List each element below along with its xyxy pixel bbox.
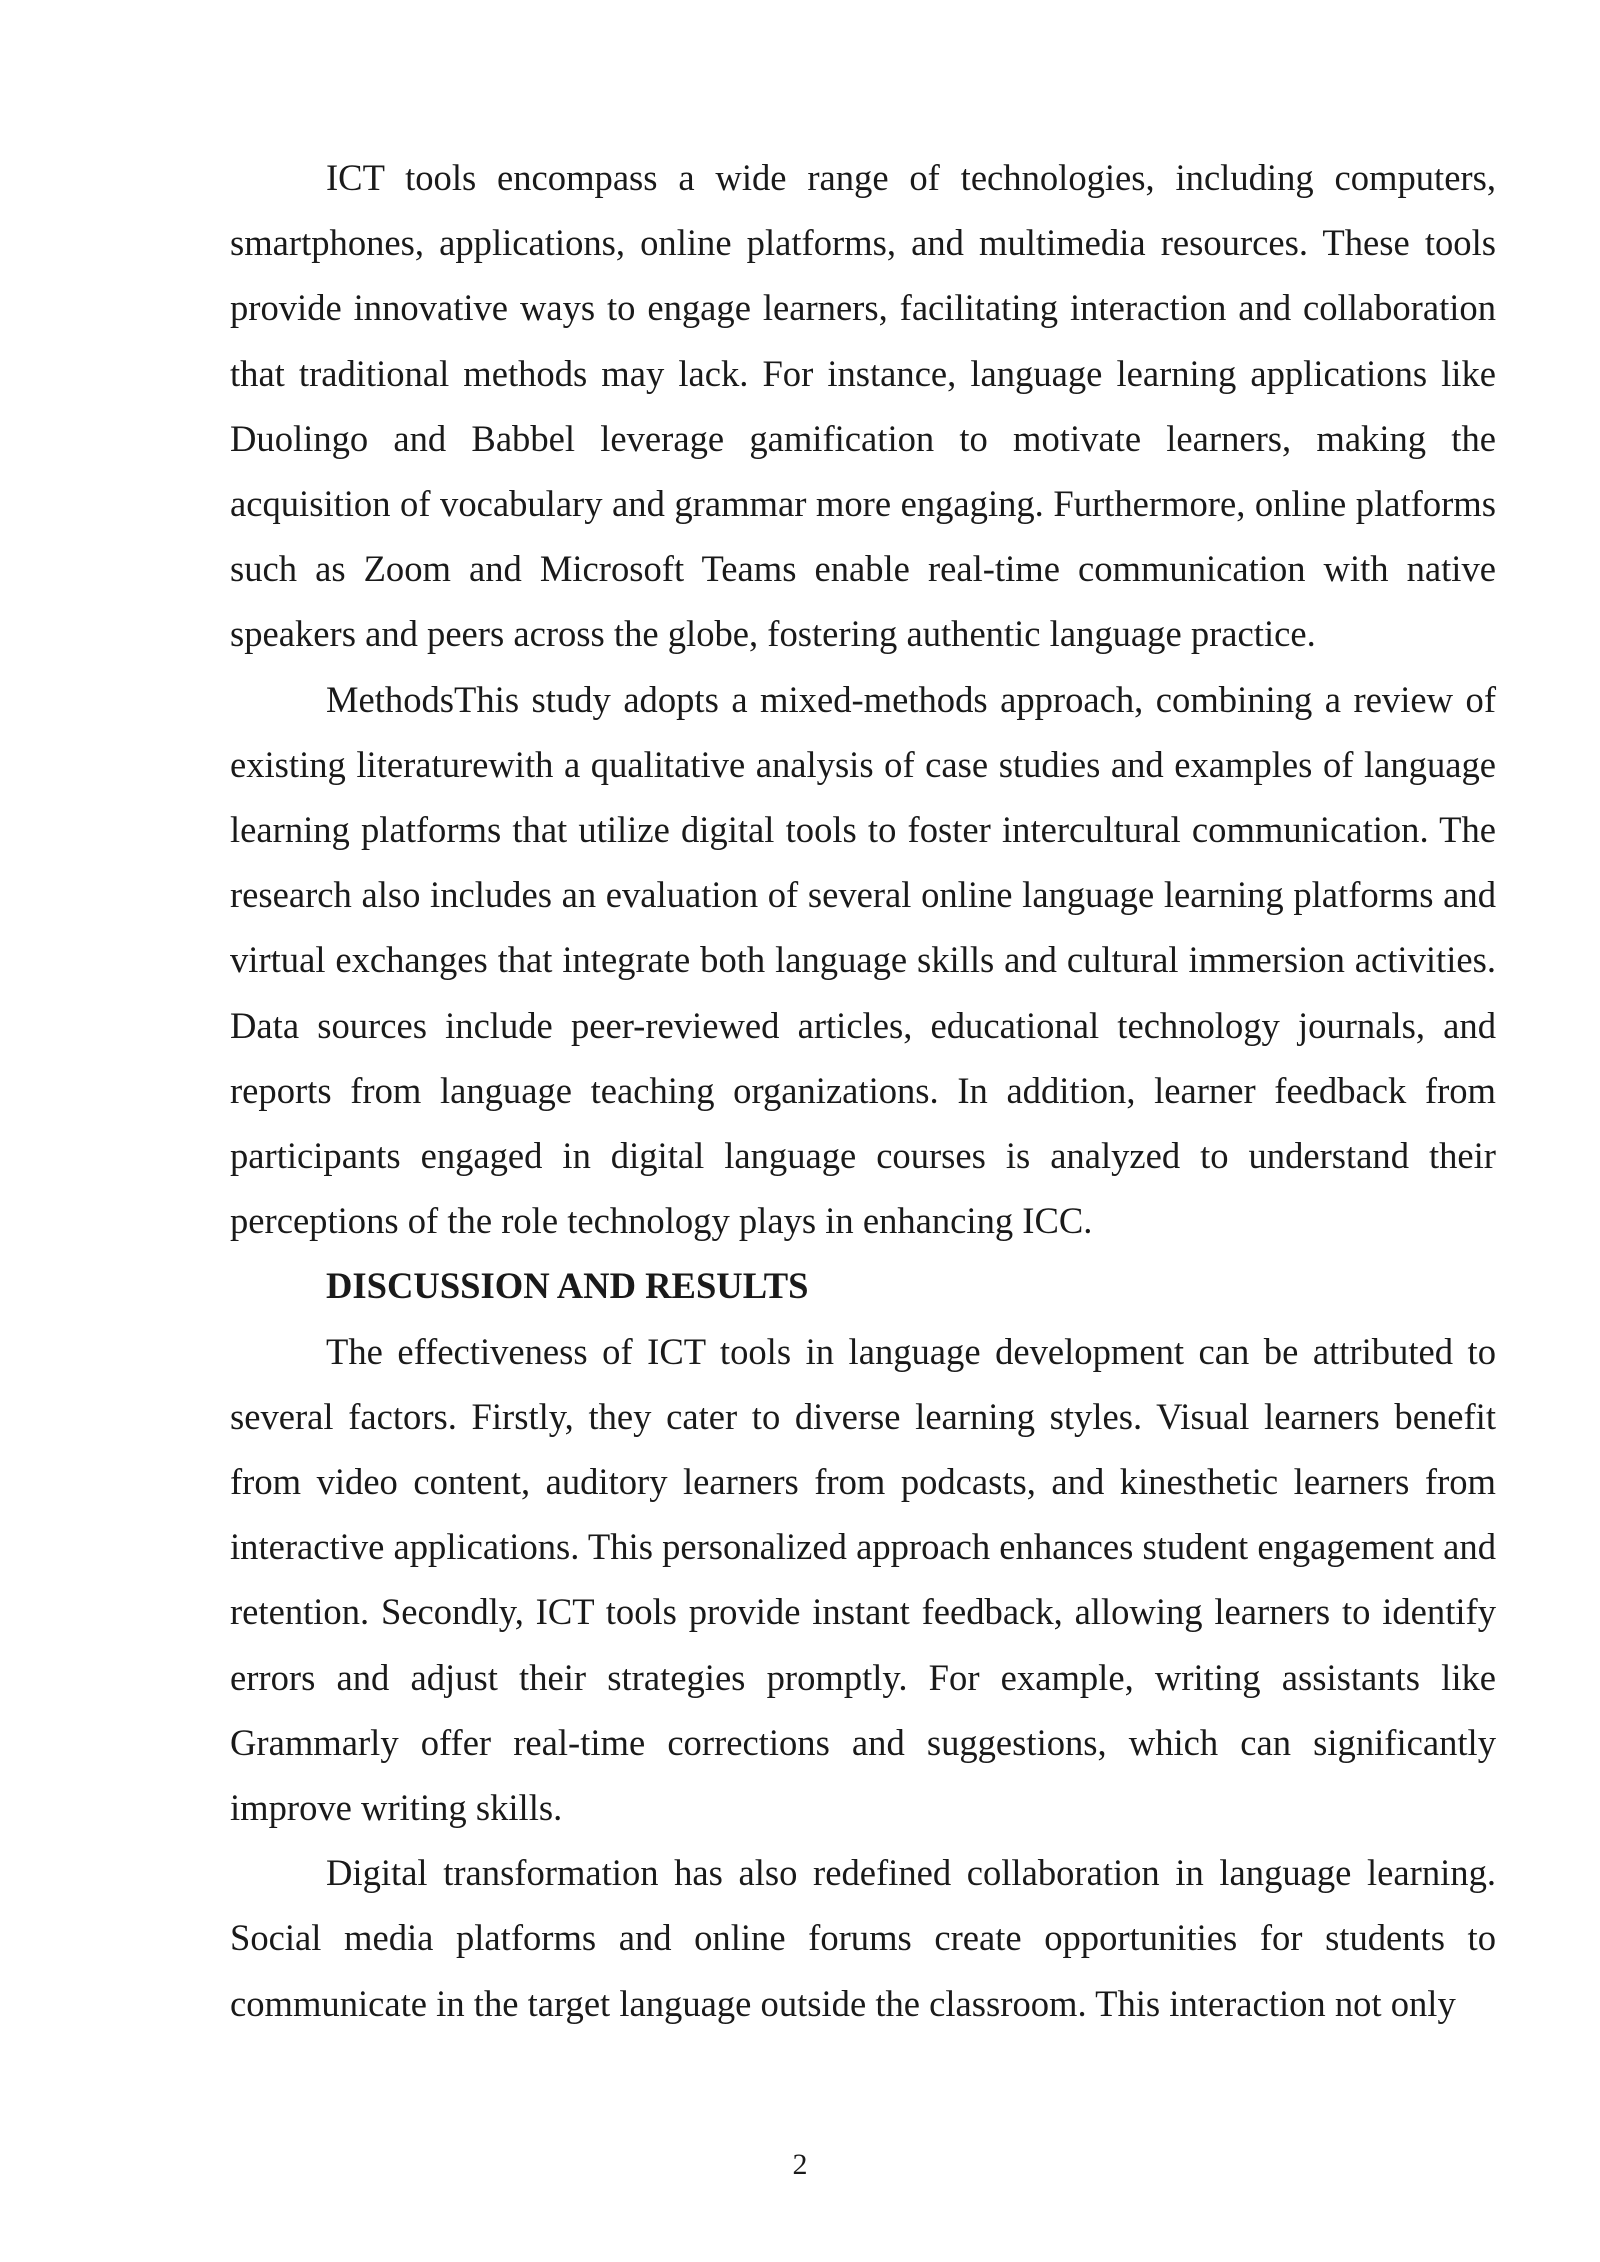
page-number: 2 — [792, 2148, 808, 2181]
paragraph-digital-transformation: Digital transformation has also redefined collaboration in language learning. Social media platforms and online forums create opportunities for students to communicate in the target language outside the classroom. This interaction not only — [230, 1852, 1496, 2024]
section-heading-discussion: DISCUSSION AND RESULTS — [326, 1265, 809, 1307]
page-body — [230, 145, 1496, 2036]
paragraph-effectiveness: The effectiveness of ICT tools in language development can be attributed to several factors. Firstly, they cater to diverse learning styles. Visual learners benefit from video content, auditory learners from podcasts, and kinesthetic learners from interactive applications. This personalized approach enhances student engagement and retention. Secondly, ICT tools provide instant feedback, allowing learners to identify errors and adjust their strategies promptly. For example, writing assistants like Grammarly offer real-time corrections and suggestions, which can significantly improve writing skills. — [230, 1330, 1496, 1829]
paragraph-methods: MethodsThis study adopts a mixed-methods approach, combining a review of existing literaturewith a qualitative analysis of case studies and examples of language learning platforms that utilize digital tools to foster intercultural communication. The research also includes an evaluation of several online language learning platforms and virtual exchanges that integrate both language skills and cultural immersion activities. Data sources include peer-reviewed articles, educational technology journals, and reports from language teaching organizations. In addition, learner feedback from participants engaged in digital language courses is analyzed to understand their perceptions of the role technology plays in enhancing ICC. — [230, 678, 1496, 1242]
paragraph-ict-tools: ICT tools encompass a wide range of technologies, including computers, smartphones, applications, online platforms, and multimedia resources. These tools provide innovative ways to engage learners, facilitating interaction and collaboration that traditional methods may lack. For instance, language learning applications like Duolingo and Babbel leverage gamification to motivate learners, making the acquisition of vocabulary and grammar more engaging. Furthermore, online platforms such as Zoom and Microsoft Teams enable real-time communication with native speakers and peers across the globe, fostering authentic language practice. — [230, 157, 1496, 655]
